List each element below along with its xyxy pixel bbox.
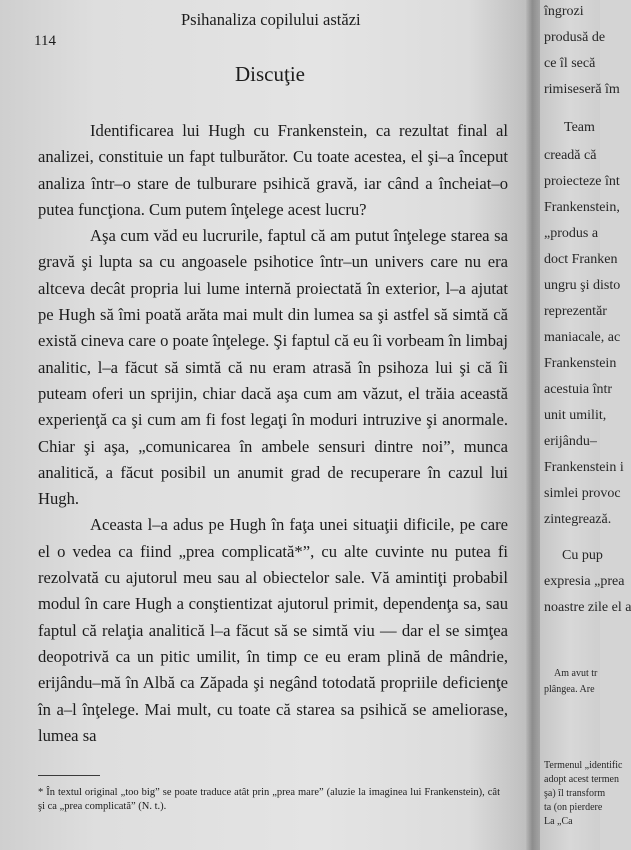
facing-page-fragment: maniacale, ac — [544, 330, 621, 345]
section-title: Discuţie — [235, 62, 305, 86]
paragraph-2: Aşa cum văd eu lucrurile, faptul că am putut înţelege starea sa gravă şi lupta sa cu angoasele psihotice într–un univers care nu era altceva decât propria lui lume internă proiectată în exterior, l–a ajutat pe Hugh să îmi poată arăta mai mult din lumea sa şi astfel să simtă că există cineva care o poate înţelege. Şi faptul că eu îi vorbeam în limbaj analitic, l–a făcut să simtă că nu eram atrasă în psihoza lui şi că îi puteam oferi un sprijin, chiar dacă aşa cum am văzut, el trăia această experienţă ca şi cum am fi fost legaţi în moduri intruzive şi anormale. Chiar şi aşa, „comunicarea în ambele sensuri dintre noi”, munca analitică, a făcut posibil un anumit grad de recuperare în cazul lui Hugh. — [38, 226, 508, 509]
facing-page-fragment: unit umilit, — [544, 408, 607, 423]
paragraph-1: Identificarea lui Hugh cu Frankenstein, ca rezultat final al analizei, constituie un fapt tulburător. Cu toate acestea, el şi–a început analiza într–o stare de tulburare psihică gravă, iar când a încheiat–o putea funcţiona. Cum putem înţelege acest lucru? — [38, 121, 508, 219]
facing-page-fragment: Cu pup — [562, 548, 603, 563]
facing-page-fragment: simlei provoc — [544, 486, 621, 501]
facing-page-fragment: produsă de — [544, 30, 606, 45]
footnote-rule — [38, 775, 100, 776]
facing-page-fragment: Team — [564, 120, 595, 135]
facing-page-fragment: creadă că — [544, 148, 597, 163]
facing-page-fragment: reprezentăr — [544, 304, 607, 319]
running-head: Psihanaliza copilului astăzi — [181, 10, 361, 29]
footnote: * În textul original „too big” se poate traduce atât prin „prea mare” (aluzie la imaginea lui Frankenstein), cât şi ca „prea complicată” (N. t.). — [38, 787, 500, 812]
paragraph-3: Aceasta l–a adus pe Hugh în faţa unei situaţii dificile, pe care el o vedea ca fiind „prea complicată*”, cu alte cuvinte nu putea fi rezolvată cu ajutorul meu sau al obiectelor sale. Vă amintiţi probabil modul în care Hugh a conştientizat ajutorul primit, dependenţa sa, sau faptul că relaţia analitică l–a făcut să se simtă viu — dar el se simţea deopotrivă ca un pitic umilit, în timp ce eu eram plină de mândrie, erijându–mă în Albă ca Zăpada şi negând totodată propriile deficienţe în a–l înţelege. Mai mult, cu toate că starea sa psihică se ameliorase, lumea sa — [38, 515, 508, 745]
facing-page-fragment: erijându– — [544, 434, 597, 449]
facing-page-fragment: Frankenstein — [544, 356, 617, 371]
facing-page-footnote-fragment: La „Ca — [544, 816, 573, 827]
facing-page-fragment: zintegrează. — [544, 512, 612, 527]
facing-page-fragment: doct Franken — [544, 252, 618, 267]
facing-page-fragment: ce îl secă — [544, 56, 596, 71]
facing-page-footnote-fragment: Termenul „identific — [544, 760, 623, 771]
facing-page-fragment: plângea. Are — [544, 684, 595, 695]
facing-page-footnote-fragment: şa) îl transform — [544, 788, 606, 799]
facing-page-fragment: Frankenstein i — [544, 460, 624, 475]
facing-page — [540, 0, 631, 850]
page-number: 114 — [34, 33, 56, 49]
facing-page-fragment: Frankenstein, — [544, 200, 620, 215]
book-gutter — [526, 0, 540, 850]
facing-page-fragment: Am avut tr — [554, 668, 598, 679]
facing-page-fragment: expresia „prea — [544, 574, 625, 589]
facing-page-fragment: îngrozi — [544, 4, 584, 19]
facing-page-fragment: rimiseseră îm — [544, 82, 620, 97]
body-text — [38, 118, 508, 749]
facing-page-footnote-fragment: adopt acest termen — [544, 774, 619, 785]
facing-page-fragment: proiecteze înt — [544, 174, 620, 189]
facing-page-footnote-fragment: ta (on pierdere — [544, 802, 603, 813]
facing-page-fragment: noastre zile el a — [544, 600, 631, 615]
facing-page-fragment: ungru şi disto — [544, 278, 621, 293]
facing-page-fragment: „produs a — [544, 226, 599, 241]
facing-page-fragment: acestuia într — [544, 382, 613, 397]
